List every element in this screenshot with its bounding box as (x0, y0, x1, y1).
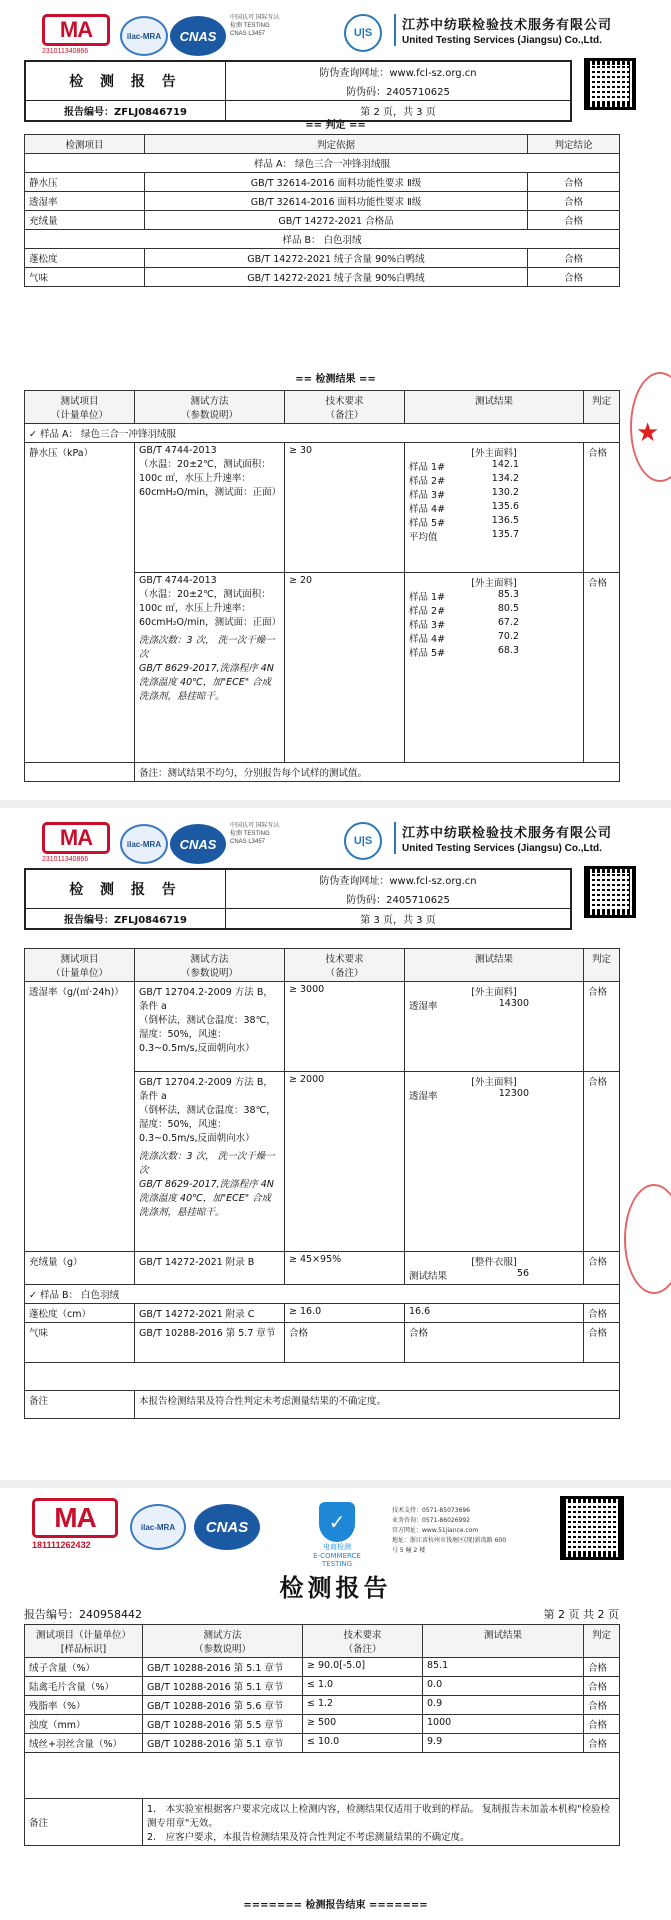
cell-requirement: ≥ 30 (285, 443, 405, 573)
cell-item: 气味 (25, 1323, 135, 1363)
table-row (25, 1696, 620, 1715)
report-number: 报告编号：ZFLJ0846719 (26, 101, 226, 121)
result-head: [外主面料] (471, 1077, 517, 1088)
cell-verdict: 合格 (584, 1734, 620, 1753)
results-table (24, 948, 620, 1419)
cell-requirement: ≥ 90.0[-5.0] (303, 1658, 423, 1677)
sample-value: 80.5 (497, 603, 519, 614)
cell-item: 绒丝+羽丝含量（%） (25, 1734, 143, 1753)
col-header: 判定结论 (528, 135, 620, 154)
method-text: GB/T 4744-2013 （水温：20±2℃，测试面积：100c ㎡，水压上升速率：60cmH₂O/min，测试面：正面） (139, 575, 282, 628)
table-row (25, 211, 620, 230)
query-site[interactable]: 防伪查询网址：www.fcl-sz.org.cn (226, 870, 571, 890)
result-value: 12300 (498, 1088, 529, 1099)
report-page-3-of-3 (0, 808, 671, 1480)
col-header: 判定依据 (145, 135, 528, 154)
cell-item: 蓬松度 (25, 249, 145, 268)
method-text: GB/T 12704.2-2009 方法 B，条件 a （倒杯法，测试仓温度：38℃，湿度：50%，风速：0.3~0.5m/s,反面朝向水） (139, 1077, 276, 1144)
sample-value: 135.7 (491, 529, 519, 540)
cell-method: GB/T 14272-2021 附录 C (135, 1304, 285, 1323)
result-line (409, 631, 579, 645)
qr-code[interactable] (560, 1496, 624, 1560)
cell-verdict: 合格 (584, 1715, 620, 1734)
table-row (25, 1323, 620, 1363)
cell-item: 静水压 (25, 173, 145, 192)
col-header: 技术要求 （备注） (285, 949, 405, 982)
cell-method: GB/T 10288-2016 第 5.1 章节 (143, 1658, 303, 1677)
result-label: 测试结果 (409, 1271, 448, 1282)
logo-bar (42, 8, 642, 64)
col-header: 判定 (584, 1625, 620, 1658)
cell-basis: GB/T 14272-2021 绒子含量 90%白鸭绒 (145, 249, 528, 268)
cell-verdict: 合格 (584, 1072, 620, 1252)
cma-logo (32, 1498, 122, 1550)
result-line (409, 617, 579, 631)
cma-logo (42, 822, 112, 870)
report-end-marker: ======= 检测报告结束 ======= (243, 1900, 428, 1911)
remark-line: 1. 本实验室根据客户要求完成以上检测内容，检测结果仅适用于收到的样品。 复制报告未加盖本机构"检验检测专用章"无效。 (147, 1804, 610, 1829)
sample-label: 样品 5# (409, 648, 446, 659)
result-line (409, 459, 579, 473)
cell-requirement: ≤ 1.2 (303, 1696, 423, 1715)
result-value: 14300 (498, 998, 529, 1009)
page-separator (0, 800, 671, 808)
ecom-label: 电商检测 E-COMMERCE TESTING (313, 1543, 361, 1568)
down-test-report-page (0, 1488, 671, 1920)
cell-verdict: 合格 (584, 1304, 620, 1323)
col-header: 测试结果 (423, 1625, 584, 1658)
page-separator (0, 1480, 671, 1488)
cell-item: 浊度（mm） (25, 1715, 143, 1734)
table-row (25, 1734, 620, 1753)
company-name-cn: 江苏中纺联检验技术服务有限公司 (402, 826, 613, 841)
down-results-table (24, 1624, 620, 1846)
cell-method: GB/T 10288-2016 第 5.5 章节 (143, 1715, 303, 1734)
wash-note: 洗涤次数：3 次， 洗一次干燥一次 GB/T 8629-2017,洗涤程序 4N 洗涤温度 40℃，加"ECE" 合成洗涤剂，悬挂晾干。 (139, 1151, 275, 1218)
cell-requirement: ≤ 1.0 (303, 1677, 423, 1696)
cell-requirement: 合格 (285, 1323, 405, 1363)
col-header: 技术要求 （备注） (303, 1625, 423, 1658)
contact-line[interactable]: 官方网址：www.51jiance.com (392, 1527, 479, 1534)
sample-b-row: ✓ 样品 B： 白色羽绒 (25, 1285, 620, 1304)
ilac-mra-logo: ilac-MRA (120, 824, 168, 864)
cell-method: GB/T 12704.2-2009 方法 B，条件 a （倒杯法，测试仓温度：38℃，湿度：50%，风速：0.3~0.5m/s,反面朝向水） (135, 982, 285, 1072)
cell-result: 0.9 (423, 1696, 584, 1715)
ilac-mra-logo: ilac-MRA (130, 1504, 186, 1550)
col-header: 测试结果 (405, 949, 584, 982)
uts-logo: U|S (344, 14, 382, 52)
sample-value: 142.1 (491, 459, 519, 470)
result-line (409, 487, 579, 501)
cell-verdict: 合格 (584, 1252, 620, 1285)
sample-value: 68.3 (497, 645, 519, 656)
result-line (409, 603, 579, 617)
report-page-2-of-3 (0, 0, 671, 800)
cell-result: 合格 (528, 249, 620, 268)
remark-text: 本报告检测结果及符合性判定未考虑测量结果的不确定度。 (135, 1391, 620, 1419)
col-header: 判定 (584, 949, 620, 982)
cell-requirement: ≥ 20 (285, 573, 405, 763)
result-line (409, 1268, 579, 1282)
table-row (25, 173, 620, 192)
table-row (25, 1658, 620, 1677)
query-site[interactable]: 防伪查询网址：www.fcl-sz.org.cn (226, 62, 571, 82)
cell-results (405, 573, 584, 763)
cma-mark: MA (32, 1498, 118, 1538)
cell-basis: GB/T 14272-2021 绒子含量 90%白鸭绒 (145, 268, 528, 287)
result-head: [外主面料] (471, 448, 517, 459)
seal-star-icon: ★ (636, 418, 660, 448)
logo-bar (42, 816, 642, 872)
cell-results (405, 1072, 584, 1252)
cell-verdict: 合格 (584, 1677, 620, 1696)
cell-item: 蓬松度（cm） (25, 1304, 135, 1323)
result-line (409, 515, 579, 529)
cell-item: 充绒量（g） (25, 1252, 135, 1285)
sample-value: 130.2 (491, 487, 519, 498)
sample-label: 样品 5# (409, 518, 446, 529)
sample-label: 样品 2# (409, 476, 446, 487)
sample-label: 样品 2# (409, 606, 446, 617)
remark-label: 备注 (25, 1799, 143, 1846)
cma-mark: MA (42, 14, 110, 46)
cell-basis: GB/T 32614-2016 面料功能性要求 Ⅱ级 (145, 173, 528, 192)
uts-logo: U|S (344, 822, 382, 860)
anti-fake-code: 防伪码：2405710625 (226, 81, 571, 101)
contact-line: 业务咨询：0571-86026992 (392, 1517, 470, 1524)
cell-basis: GB/T 14272-2021 合格品 (145, 211, 528, 230)
cell-requirement: ≥ 45×95% (285, 1252, 405, 1285)
sample-value: 70.2 (497, 631, 519, 642)
cell-results: 16.6 (405, 1304, 584, 1323)
cell-result: 0.0 (423, 1677, 584, 1696)
verdict-table (24, 134, 620, 287)
results-title: == 检测结果 == (295, 374, 376, 385)
cell-method: GB/T 10288-2016 第 5.6 章节 (143, 1696, 303, 1715)
sample-label: 样品 4# (409, 634, 446, 645)
table-row (25, 1252, 620, 1285)
company-name (394, 14, 612, 46)
result-line (409, 589, 579, 603)
cma-number: 181111262432 (32, 1540, 91, 1550)
table-row (25, 1715, 620, 1734)
col-header: 测试方法 （参数说明） (135, 391, 285, 424)
cnas-logo: CNAS (170, 824, 226, 864)
col-header: 测试项目 （计量单位） (25, 391, 135, 424)
cell-result: 合格 (528, 211, 620, 230)
cell-requirement: ≥ 500 (303, 1715, 423, 1734)
col-header: 测试方法 （参数说明） (135, 949, 285, 982)
cell-requirement: ≥ 2000 (285, 1072, 405, 1252)
sample-value: 67.2 (497, 617, 519, 628)
result-line (409, 529, 579, 543)
blank-row (25, 1753, 620, 1799)
cnas-logo: CNAS (194, 1504, 260, 1550)
sample-label: 样品 3# (409, 490, 446, 501)
col-header: 测试结果 (405, 391, 584, 424)
col-header: 判定 (584, 391, 620, 424)
report-title: 检测报告 (279, 1573, 392, 1602)
result-line (409, 1088, 579, 1102)
company-name (394, 822, 612, 854)
official-seal-stamp (624, 1184, 671, 1294)
report-header-box (24, 868, 572, 930)
cell-basis: GB/T 32614-2016 面料功能性要求 Ⅱ级 (145, 192, 528, 211)
cell-result: 合格 (528, 268, 620, 287)
qr-code[interactable] (584, 866, 636, 918)
table-row (25, 249, 620, 268)
table-row (25, 443, 620, 573)
results-table (24, 390, 620, 782)
cell-results (405, 1252, 584, 1285)
result-head: [外主面料] (471, 987, 517, 998)
result-line (409, 501, 579, 515)
table-row (25, 1677, 620, 1696)
report-number: 报告编号：240958442 (24, 1608, 142, 1621)
cell-requirement: ≥ 16.0 (285, 1304, 405, 1323)
sample-label: 样品 3# (409, 620, 446, 631)
cnas-logo: CNAS (170, 16, 226, 56)
page-indicator: 第 3 页，共 3 页 (226, 909, 571, 929)
cell-requirement: ≥ 3000 (285, 982, 405, 1072)
cell-item: 陆禽毛片含量（%） (25, 1677, 143, 1696)
result-label: 透湿率 (409, 1001, 438, 1012)
cell-verdict: 合格 (584, 1696, 620, 1715)
cma-mark: MA (42, 822, 110, 854)
ilac-mra-logo: ilac-MRA (120, 16, 168, 56)
sample-a-heading: 样品 A： 绿色三合一冲锋羽绒服 (25, 154, 620, 173)
cell-item: 透湿率 (25, 192, 145, 211)
table-row (25, 268, 620, 287)
cnas-text: 中国认可 国际互认 检测 TESTING CNAS L3457 (230, 823, 280, 845)
cell-item: 透湿率（g/(㎡·24h)） (25, 982, 135, 1252)
result-value: 56 (516, 1268, 529, 1279)
result-line (409, 998, 579, 1012)
result-label: 透湿率 (409, 1091, 438, 1102)
company-name-en: United Testing Services (Jiangsu) Co.,Ltd. (402, 35, 602, 46)
cell-item: 充绒量 (25, 211, 145, 230)
contact-info (392, 1506, 512, 1556)
cell-result: 9.9 (423, 1734, 584, 1753)
cell-method: GB/T 10288-2016 第 5.1 章节 (143, 1677, 303, 1696)
col-header: 测试项目（计量单位） [样品标识] (25, 1625, 143, 1658)
sample-value: 134.2 (491, 473, 519, 484)
cell-method (135, 1072, 285, 1252)
table-row (25, 1304, 620, 1323)
sample-value: 135.6 (491, 501, 519, 512)
cnas-text: 中国认可 国际互认 检测 TESTING CNAS L3457 (230, 15, 280, 37)
cell-result: 合格 (528, 192, 620, 211)
sample-label: 平均值 (409, 532, 438, 543)
shield-check-icon: ✓ (319, 1502, 355, 1542)
col-header: 测试项目 （计量单位） (25, 949, 135, 982)
sample-label: 样品 4# (409, 504, 446, 515)
cma-number: 231011340866 (42, 48, 89, 55)
cell-item: 绒子含量（%） (25, 1658, 143, 1677)
cma-number: 231011340866 (42, 856, 89, 863)
sample-label: 样品 1# (409, 592, 446, 603)
sample-label: 样品 1# (409, 462, 446, 473)
sample-b-heading: 样品 B： 白色羽绒 (25, 230, 620, 249)
result-line (409, 473, 579, 487)
company-name-cn: 江苏中纺联检验技术服务有限公司 (402, 18, 613, 33)
results-note: 备注：测试结果不均匀，分别报告每个试样的测试值。 (135, 763, 620, 782)
contact-line: 地址：浙江省杭州市钱塘区(现)新湾路 600 号 5 幢 2 楼 (392, 1537, 507, 1554)
ecommerce-testing-logo (307, 1502, 367, 1568)
cell-results: 合格 (405, 1323, 584, 1363)
result-head: [整件衣服] (471, 1257, 517, 1268)
cell-verdict: 合格 (584, 1658, 620, 1677)
cell-item: 残脂率（%） (25, 1696, 143, 1715)
page-indicator: 第 2 页，共 3 页 (226, 101, 571, 121)
cell-result: 85.1 (423, 1658, 584, 1677)
cell-method: GB/T 14272-2021 附录 B (135, 1252, 285, 1285)
company-name-en: United Testing Services (Jiangsu) Co.,Ltd. (402, 843, 602, 854)
report-title: 检 测 报 告 (26, 870, 226, 909)
contact-line: 技术支持：0571-85073696 (392, 1507, 470, 1514)
cell-item: 静水压（kPa） (25, 443, 135, 763)
verdict-title: == 判定 == (305, 120, 366, 131)
cell-result: 合格 (528, 173, 620, 192)
anti-fake-code: 防伪码：2405710625 (226, 889, 571, 909)
cell-requirement: ≤ 10.0 (303, 1734, 423, 1753)
report-title: 检 测 报 告 (26, 62, 226, 101)
cell-method: GB/T 4744-2013 （水温：20±2℃，测试面积：100c ㎡，水压上升速率：60cmH₂O/min，测试面：正面） (135, 443, 285, 573)
sample-value: 136.5 (491, 515, 519, 526)
cell-results (405, 443, 584, 573)
cell-verdict: 合格 (584, 1323, 620, 1363)
remark-line: 2. 应客户要求，本报告检测结果及符合性判定不考虑测量结果的不确定度。 (147, 1832, 470, 1843)
qr-code[interactable] (584, 58, 636, 110)
remark-label: 备注 (25, 1391, 135, 1419)
wash-note: 洗涤次数：3 次， 洗一次干燥一次 GB/T 8629-2017,洗涤程序 4N 洗涤温度 40℃，加"ECE" 合成洗涤剂，悬挂晾干。 (139, 635, 275, 702)
cell-method: GB/T 10288-2016 第 5.7 章节 (135, 1323, 285, 1363)
sample-a-row: ✓ 样品 A： 绿色三合一冲锋羽绒服 (25, 424, 620, 443)
table-row (25, 982, 620, 1072)
cell-results (405, 982, 584, 1072)
col-header: 技术要求 （备注） (285, 391, 405, 424)
cell-method (135, 573, 285, 763)
report-number: 报告编号：ZFLJ0846719 (26, 909, 226, 929)
cell-result: 1000 (423, 1715, 584, 1734)
col-header: 检测项目 (25, 135, 145, 154)
cell-verdict: 合格 (584, 443, 620, 573)
col-header: 测试方法 （参数说明） (143, 1625, 303, 1658)
table-row (25, 192, 620, 211)
logo-bar (32, 1496, 642, 1568)
sample-value: 85.3 (497, 589, 519, 600)
cell-verdict: 合格 (584, 573, 620, 763)
report-header-box (24, 60, 572, 122)
remark-text (143, 1799, 620, 1846)
cma-logo (42, 14, 112, 62)
cell-verdict: 合格 (584, 982, 620, 1072)
cell-item: 气味 (25, 268, 145, 287)
result-head: [外主面料] (471, 578, 517, 589)
page-indicator: 第 2 页 共 2 页 (543, 1608, 619, 1621)
cell-method: GB/T 10288-2016 第 5.1 章节 (143, 1734, 303, 1753)
result-line (409, 645, 579, 659)
divider-row (25, 1363, 620, 1391)
